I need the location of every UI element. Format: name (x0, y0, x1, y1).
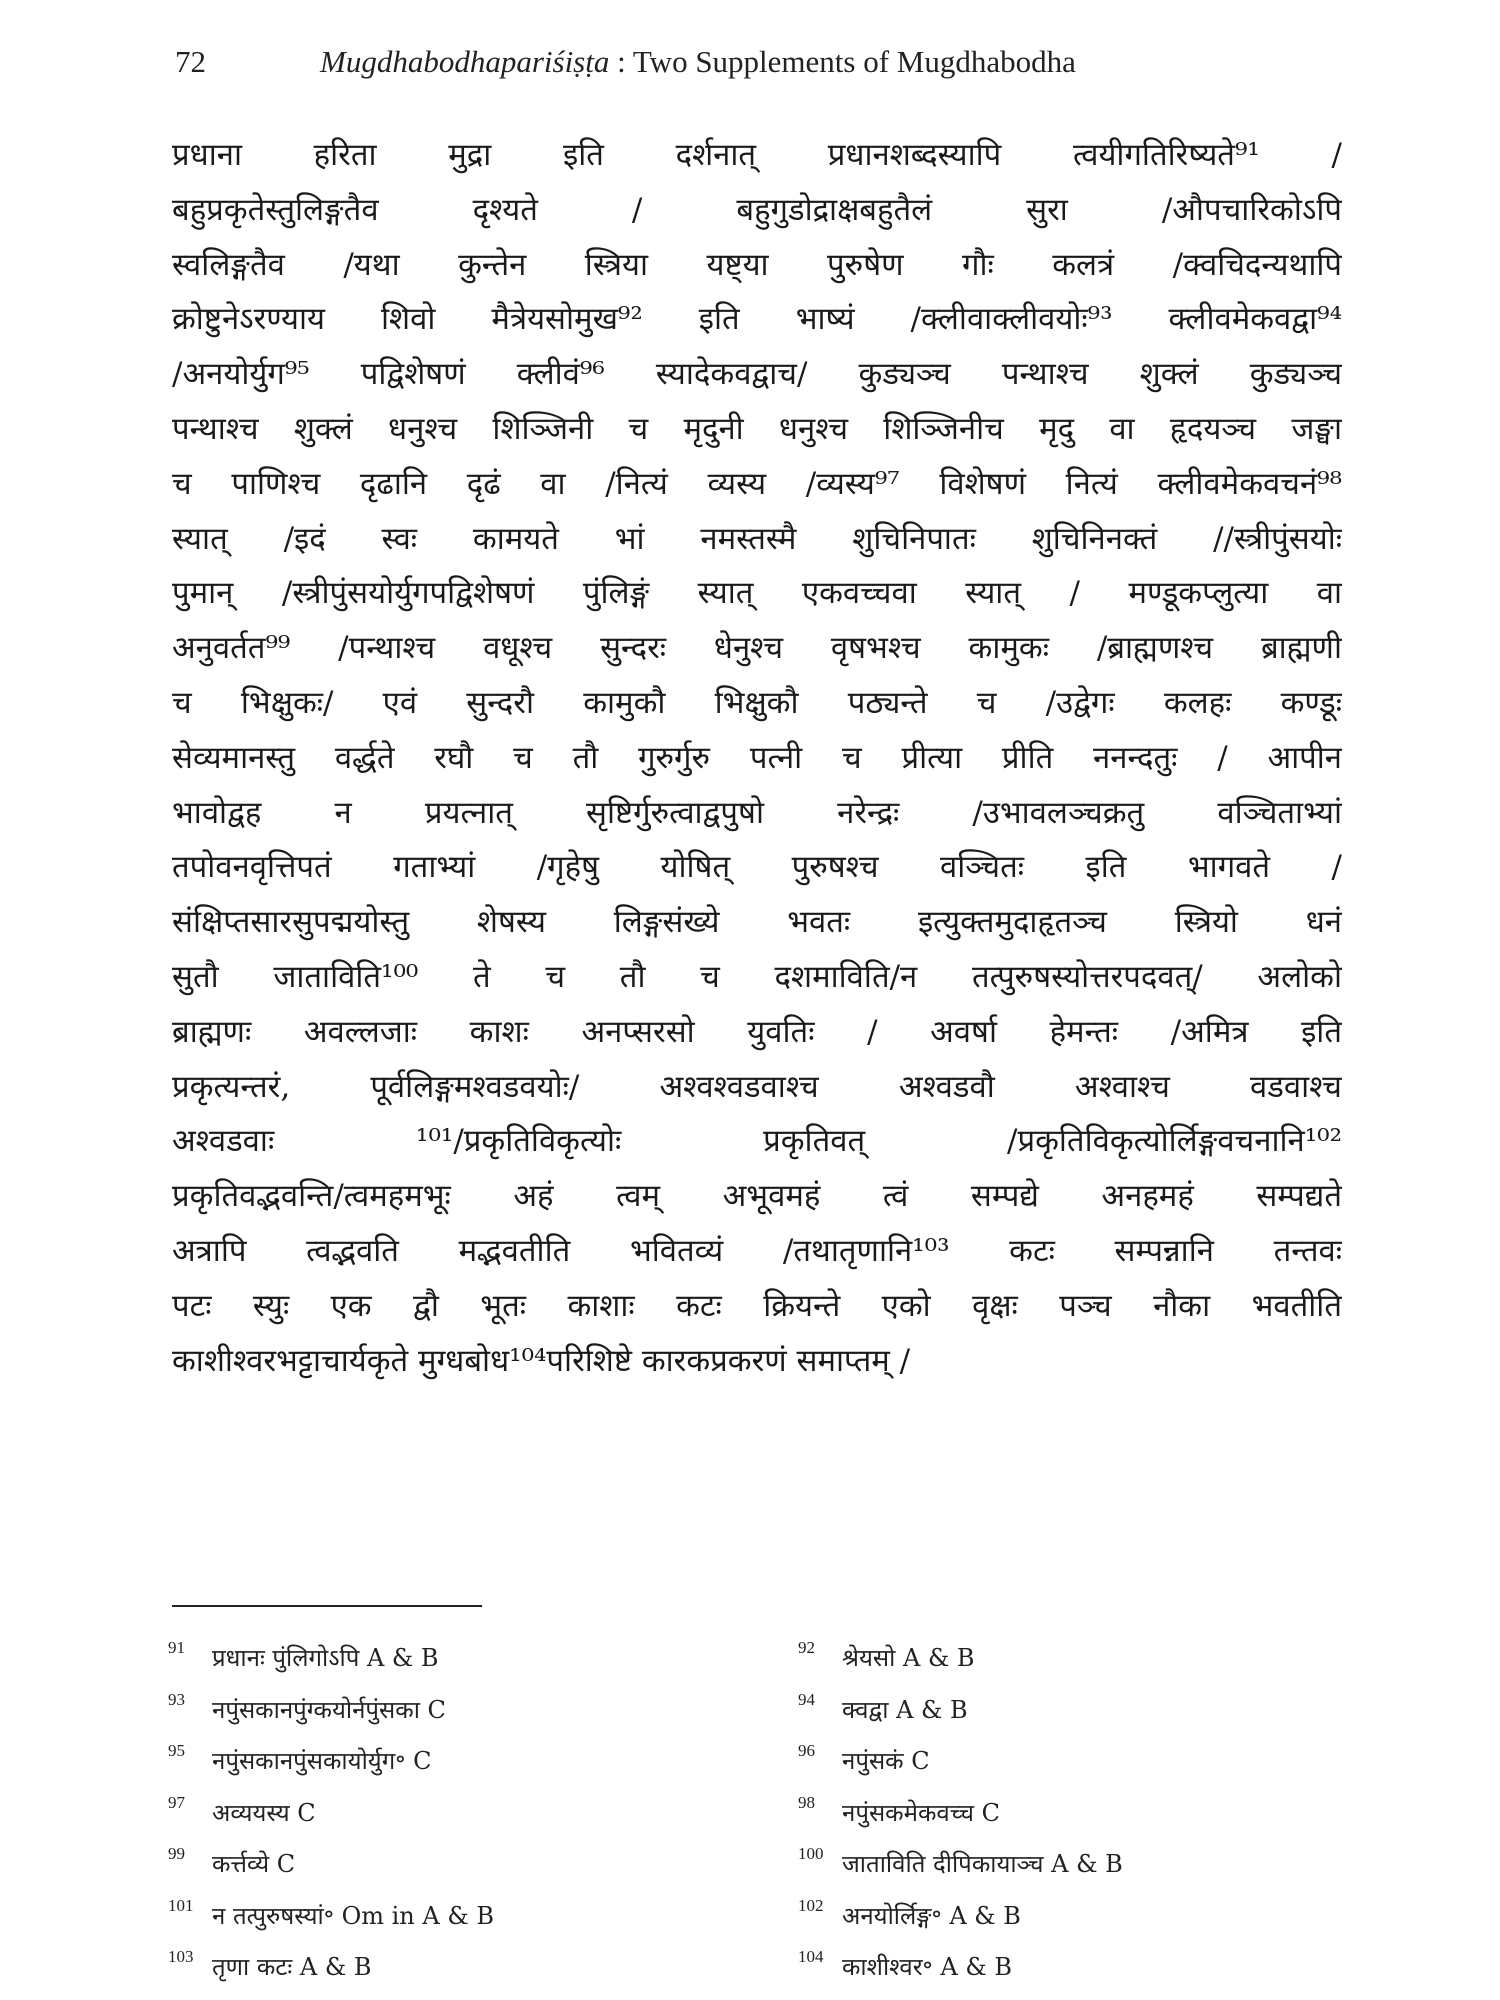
text-line: अश्वडवाः ¹⁰¹/प्रकृतिविकृत्योः प्रकृतिवत् /प्रकृतिविकृत्योर्लिङ्गवचनानि¹⁰² (172, 1123, 1342, 1160)
footnote-text: अव्ययस्य C (212, 1798, 316, 1827)
footnote-number: 91 (168, 1638, 185, 1657)
footnote-text: नपुंसकानपुंग्कयोर्नपुंसका C (212, 1695, 446, 1724)
footnote (798, 1685, 1358, 1737)
text-line: अनुवर्तत⁹⁹ /पन्थाश्च वधूश्च सुन्दरः धेनुश्च वृषभश्च कामुकः /ब्राह्मणश्च ब्राह्मणी (172, 630, 1342, 667)
footnote (798, 1839, 1358, 1891)
text-line: पटः स्युः एक द्वौ भूतः काशाः कटः क्रियन्ते एको वृक्षः पञ्च नौका भवतीति (172, 1287, 1342, 1324)
footnote-divider (172, 1605, 482, 1607)
running-title-italic: Mugdhabodhapariśiṣṭa (320, 44, 610, 79)
running-header (175, 44, 1335, 94)
footnote-text: न तत्पुरुषस्यां॰ Om in A & B (212, 1901, 494, 1930)
footnotes-right-column (798, 1633, 1358, 1994)
text-line: पुमान् /स्त्रीपुंसयोर्युगपद्विशेषणं पुंलिङ्गं स्यात् एकवच्चवा स्यात् / मण्डूकप्लुत्या वा (172, 575, 1342, 612)
footnote-number: 98 (798, 1792, 815, 1812)
text-line: ब्राह्मणः अवल्लजाः काशः अनप्सरसो युवतिः / अवर्षा हेमन्तः /अमित्र इति (172, 1013, 1342, 1050)
footnote-number: 97 (168, 1792, 185, 1812)
footnote (168, 1685, 788, 1737)
text-line: क्रोष्टुनेऽरण्याय शिवो मैत्रेयसोमुख⁹² इति भाष्यं /क्लीवाक्लीवयोः⁹³ क्लीवमेकवद्वा⁹⁴ (172, 301, 1342, 338)
text-line: सेव्यमानस्तु वर्द्धते रघौ च तौ गुरुर्गुरु पत्नी च प्रीत्या प्रीति ननन्दतुः / आपीन (172, 739, 1342, 776)
footnote (168, 1839, 788, 1891)
text-line: अत्रापि त्वद्भवति मद्भवतीति भवितव्यं /तथातृणानि¹⁰³ कटः सम्पन्नानि तन्तवः (172, 1232, 1342, 1269)
footnote-number: 101 (168, 1895, 194, 1915)
footnote-text: नपुंसकमेकवच्च C (842, 1798, 1001, 1827)
footnote (798, 1891, 1358, 1943)
footnote (168, 1633, 788, 1685)
footnote-text: अनयोर्लिङ्ग॰ A & B (842, 1901, 1021, 1930)
text-line: प्रकृतिवद्भवन्ति/त्वमहमभूः अहं त्वम् अभूवमहं त्वं सम्पद्ये अनहमहं सम्पद्यते (172, 1178, 1342, 1215)
footnote-text: नपुंसकं C (842, 1747, 930, 1775)
footnote-number: 99 (168, 1844, 185, 1863)
footnote (168, 1788, 788, 1840)
footnote-number: 100 (798, 1844, 824, 1863)
footnote-number: 96 (798, 1741, 815, 1760)
footnote-text: श्रेयसो A & B (842, 1644, 975, 1672)
footnote (168, 1891, 788, 1943)
text-line: काशीश्वरभट्टाचार्यकृते मुग्धबोध¹⁰⁴परिशिष्टे कारकप्रकरणं समाप्तम् / (172, 1342, 911, 1379)
text-line: /अनयोर्युग⁹⁵ पद्विशेषणं क्लीवं⁹⁶ स्यादेकवद्वाच/ कुड्यञ्च पन्थाश्च शुक्लं कुड्यञ्च (172, 356, 1342, 393)
footnote-text: काशीश्वर॰ A & B (842, 1953, 1012, 1981)
text-line: च भिक्षुकः/ एवं सुन्दरौ कामुकौ भिक्षुकौ पठ्यन्ते च /उद्वेगः कलहः कण्डूः (172, 684, 1342, 721)
text-line: प्रधाना हरिता मुद्रा इति दर्शनात् प्रधानशब्दस्यापि त्वयीगतिरिष्यते⁹¹ / (172, 137, 1342, 173)
footnote-number: 104 (798, 1947, 824, 1966)
text-line: संक्षिप्तसारसुपद्मयोस्तु शेषस्य लिङ्गसंख्ये भवतः इत्युक्तमुदाहृतञ्च स्त्रियो धनं (172, 904, 1342, 941)
text-line: च पाणिश्च दृढानि दृढं वा /नित्यं व्यस्य /व्यस्य⁹⁷ विशेषणं नित्यं क्लीवमेकवचनं⁹⁸ (172, 465, 1342, 502)
footnote-text: तृणा कटः A & B (212, 1953, 372, 1981)
text-line: पन्थाश्च शुक्लं धनुश्च शिञ्जिनी च मृदुनी धनुश्च शिञ्जिनीच मृदु वा हृदयञ्च जङ्घा (172, 410, 1342, 447)
footnote-text: जाताविति दीपिकायाञ्च A & B (842, 1850, 1123, 1878)
text-line: स्वलिङ्गतैव /यथा कुन्तेन स्त्रिया यष्ट्या पुरुषेण गौः कलत्रं /क्वचिदन्यथापि (172, 246, 1342, 283)
text-line: स्यात् /इदं स्वः कामयते भां नमस्तस्मै शुचिनिपातः शुचिनिनक्तं //स्त्रीपुंसयोः (172, 520, 1342, 557)
footnote-number: 102 (798, 1895, 824, 1915)
footnote-number: 93 (168, 1689, 185, 1709)
text-line: भावोद्वह न प्रयत्नात् सृष्टिर्गुरुत्वाद्वपुषो नरेन्द्रः /उभावलञ्चक्रतु वञ्चिताभ्यां (172, 794, 1342, 831)
running-title-rest: : Two Supplements of Mugdhabodha (609, 44, 1076, 79)
main-text (172, 128, 1342, 1388)
footnotes-left-column (168, 1633, 788, 1994)
footnote (168, 1736, 788, 1788)
text-line: प्रकृत्यन्तरं, पूर्वलिङ्गमश्वडवयोः/ अश्वश्वडवाश्च अश्वडवौ अश्वाश्च वडवाश्च (172, 1068, 1342, 1105)
footnote (798, 1736, 1358, 1788)
running-title (320, 44, 1076, 80)
text-line: बहुप्रकृतेस्तुलिङ्गतैव दृश्यते / बहुगुडोद्राक्षबहुतैलं सुरा /औपचारिकोऽपि (172, 191, 1342, 228)
footnote-text: प्रधानः पुंलिगोऽपि A & B (212, 1644, 439, 1672)
footnote (798, 1788, 1358, 1840)
footnote-text: क्वद्वा A & B (842, 1695, 968, 1724)
text-line: तपोवनवृत्तिपतं गताभ्यां /गृहेषु योषित् पुरुषश्च वञ्चितः इति भागवते / (172, 849, 1342, 886)
footnote-number: 94 (798, 1689, 815, 1709)
footnote-text: कर्त्तव्ये C (212, 1850, 296, 1878)
footnote (798, 1633, 1358, 1685)
footnote-number: 103 (168, 1947, 194, 1966)
text-line: सुतौ जाताविति¹⁰⁰ ते च तौ च दशमाविति/न तत्पुरुषस्योत्तरपदवत्/ अलोको (172, 958, 1342, 995)
footnote-text: नपुंसकानपुंसकायोर्युग॰ C (212, 1747, 432, 1775)
footnote-number: 95 (168, 1741, 185, 1760)
footnote (798, 1942, 1358, 1994)
footnote-number: 92 (798, 1638, 815, 1657)
page-number: 72 (175, 44, 206, 79)
footnote (168, 1942, 788, 1994)
